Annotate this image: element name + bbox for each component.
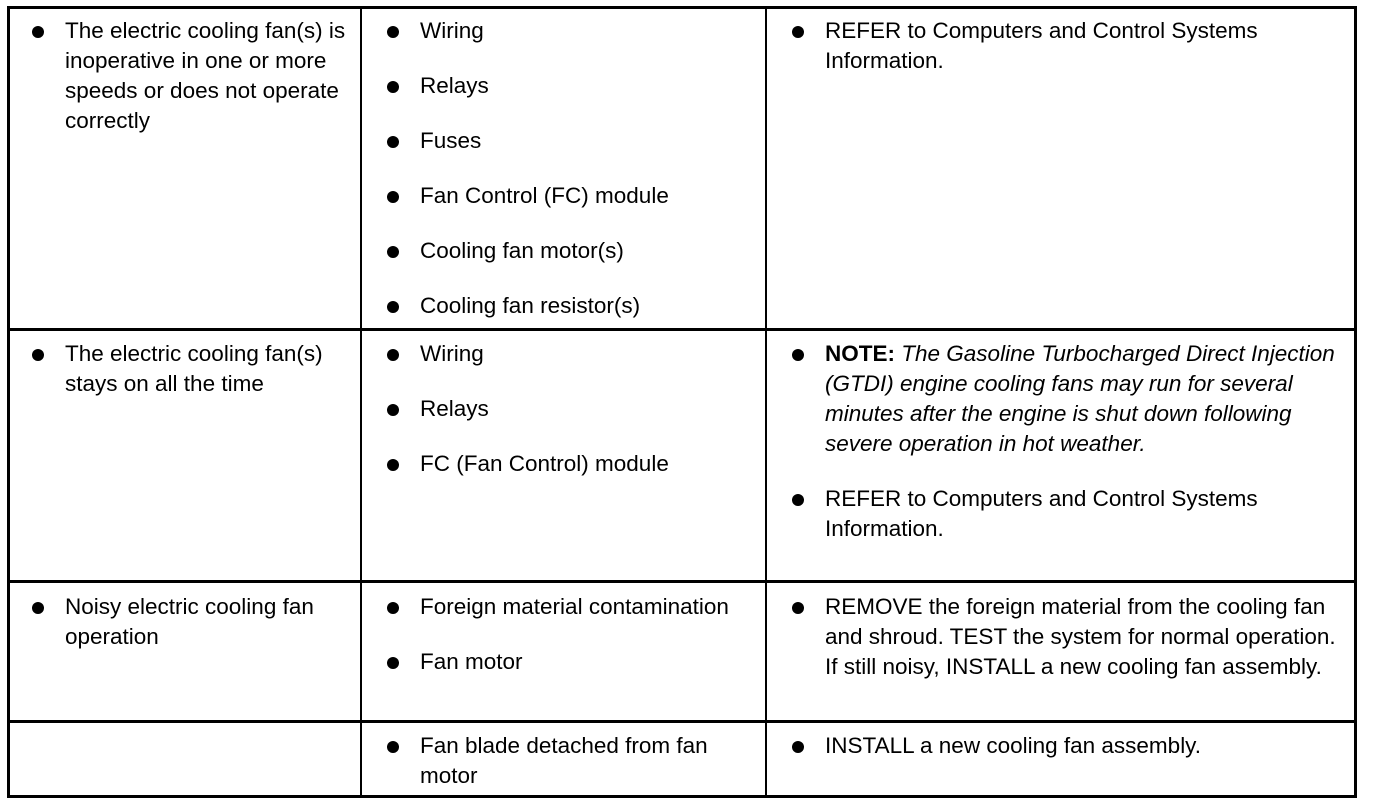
note-text: The Gasoline Turbocharged Direct Injection (GTDI) engine cooling fans may run for several minutes after the engine is shut down following severe operation in hot weather. bbox=[825, 341, 1335, 456]
action-item: REFER to Computers and Control Systems Information. bbox=[790, 16, 1345, 76]
action-cell bbox=[790, 592, 1345, 682]
cause-item: Fan Control (FC) module bbox=[385, 181, 755, 211]
cause-cell bbox=[385, 592, 755, 677]
column-divider bbox=[360, 9, 362, 795]
condition-item: The electric cooling fan(s) is inoperative in one or more speeds or does not operate correctly bbox=[30, 16, 355, 136]
condition-item: The electric cooling fan(s) stays on all the time bbox=[30, 339, 355, 399]
action-cell bbox=[790, 731, 1345, 761]
cause-item: Fuses bbox=[385, 126, 755, 156]
row-divider bbox=[10, 580, 1354, 583]
cause-item: Foreign material contamination bbox=[385, 592, 755, 622]
condition-cell bbox=[30, 339, 355, 399]
condition-cell bbox=[30, 16, 355, 136]
cause-cell bbox=[385, 339, 755, 479]
condition-item: Noisy electric cooling fan operation bbox=[30, 592, 355, 652]
cause-item: Cooling fan motor(s) bbox=[385, 236, 755, 266]
action-item: INSTALL a new cooling fan assembly. bbox=[790, 731, 1345, 761]
action-item: REFER to Computers and Control Systems Information. bbox=[790, 484, 1345, 544]
cause-item: Wiring bbox=[385, 16, 755, 46]
condition-cell bbox=[30, 592, 355, 652]
cause-item: Relays bbox=[385, 71, 755, 101]
symptom-table bbox=[7, 6, 1357, 798]
row-divider bbox=[10, 720, 1354, 723]
cause-item: Relays bbox=[385, 394, 755, 424]
row-divider bbox=[10, 328, 1354, 331]
cause-item: Fan motor bbox=[385, 647, 755, 677]
action-cell bbox=[790, 339, 1345, 544]
note-item bbox=[790, 339, 1345, 459]
cause-cell bbox=[385, 731, 755, 791]
cause-cell bbox=[385, 16, 755, 321]
note-label: NOTE: bbox=[825, 341, 895, 366]
column-divider bbox=[765, 9, 767, 795]
action-cell bbox=[790, 16, 1345, 76]
cause-item: Wiring bbox=[385, 339, 755, 369]
cause-item: FC (Fan Control) module bbox=[385, 449, 755, 479]
cause-item: Cooling fan resistor(s) bbox=[385, 291, 755, 321]
action-item: REMOVE the foreign material from the cooling fan and shroud. TEST the system for normal operation. If still noisy, INSTALL a new cooling fan assembly. bbox=[790, 592, 1345, 682]
cause-item: Fan blade detached from fan motor bbox=[385, 731, 755, 791]
